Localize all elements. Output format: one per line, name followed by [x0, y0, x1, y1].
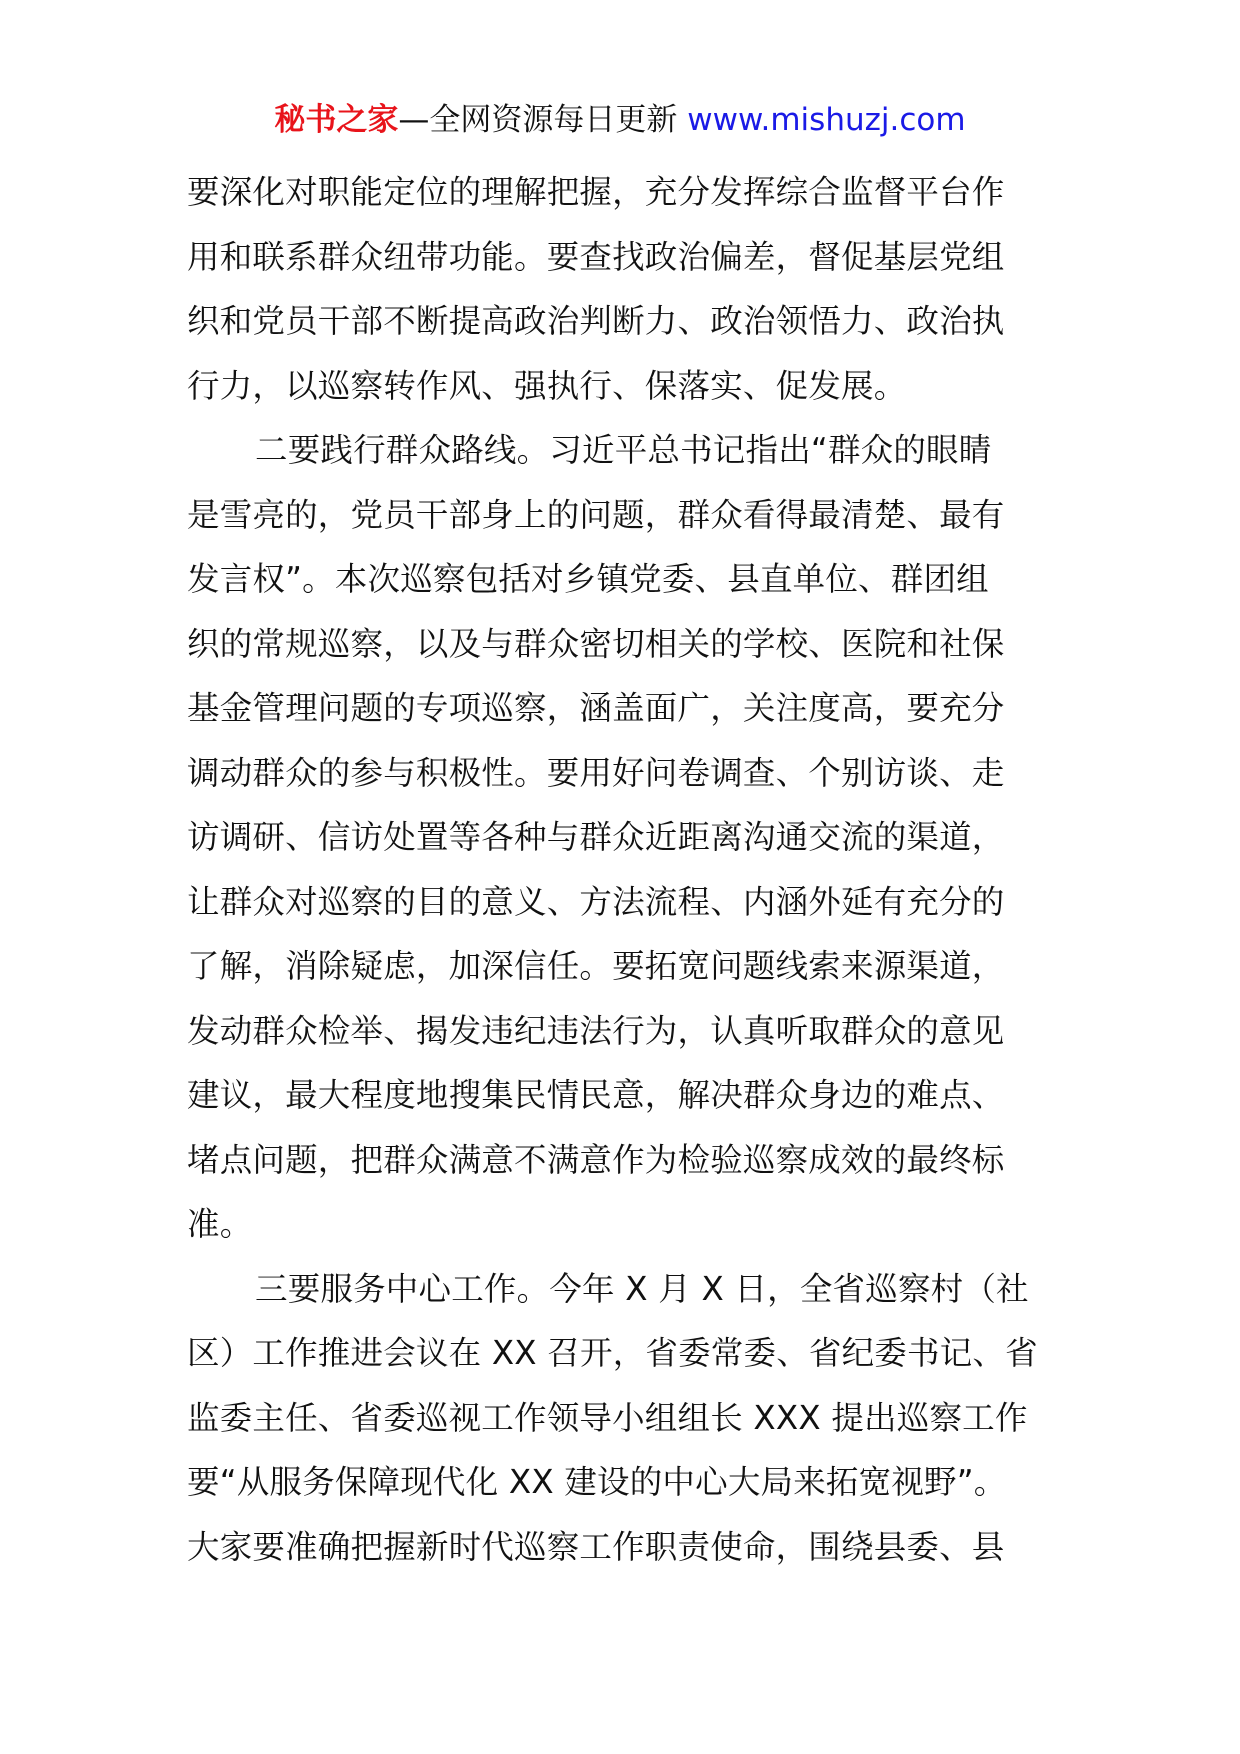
document-body — [187, 160, 1057, 1579]
text-line: 调动群众的参与积极性。要用好问卷调查、个别访谈、走 — [187, 753, 1005, 792]
text-line: 织和党员干部不断提高政治判断力、政治领悟力、政治执 — [187, 302, 1005, 340]
text-line: 发言权”。本次巡察包括对乡镇党委、县直单位、群团组 — [187, 560, 989, 598]
text-line: 要“从服务保障现代化 XX 建设的中心大局来拓宽视野”。 — [187, 1463, 1007, 1501]
text-line: 用和联系群众纽带功能。要查找政治偏差，督促基层党组 — [187, 237, 1005, 276]
site-url-link[interactable]: www.mishuzj.com — [687, 102, 966, 138]
text-line: 大家要准确把握新时代巡察工作职责使命，围绕县委、县 — [187, 1527, 1005, 1566]
text-line: 让群众对巡察的目的意义、方法流程、内涵外延有充分的 — [187, 882, 1005, 921]
text-line: 发动群众检举、揭发违纪违法行为，认真听取群众的意见 — [187, 1011, 1005, 1050]
site-tagline: —全网资源每日更新 — [398, 102, 688, 138]
site-header — [0, 100, 1240, 140]
text-line: 行力，以巡察转作风、强执行、保落实、促发展。 — [187, 366, 907, 405]
text-line: 区）工作推进会议在 XX 召开，省委常委、省纪委书记、省 — [187, 1334, 1038, 1372]
paragraph-start-line: 二要践行群众路线。习近平总书记指出“群众的眼睛 — [255, 431, 992, 469]
text-line: 基金管理问题的专项巡察，涵盖面广，关注度高，要充分 — [187, 689, 1005, 727]
paragraph-start-line: 三要服务中心工作。今年 X 月 X 日，全省巡察村（社 — [255, 1269, 1029, 1308]
text-line: 准。 — [187, 1205, 253, 1243]
text-line: 堵点问题，把群众满意不满意作为检验巡察成效的最终标 — [187, 1140, 1005, 1179]
text-line: 了解，消除疑虑，加深信任。要拓宽问题线索来源渠道， — [187, 947, 1005, 985]
text-line: 监委主任、省委巡视工作领导小组组长 XXX 提出巡察工作 — [187, 1398, 1028, 1437]
text-line: 访调研、信访处置等各种与群众近距离沟通交流的渠道， — [187, 818, 1005, 856]
text-line: 织的常规巡察，以及与群众密切相关的学校、医院和社保 — [187, 624, 1005, 663]
site-name: 秘书之家 — [274, 102, 399, 138]
text-line: 要深化对职能定位的理解把握，充分发挥综合监督平台作 — [187, 173, 1005, 211]
text-line: 建议，最大程度地搜集民情民意，解决群众身边的难点、 — [187, 1076, 1005, 1114]
text-line: 是雪亮的，党员干部身上的问题，群众看得最清楚、最有 — [187, 495, 1005, 534]
